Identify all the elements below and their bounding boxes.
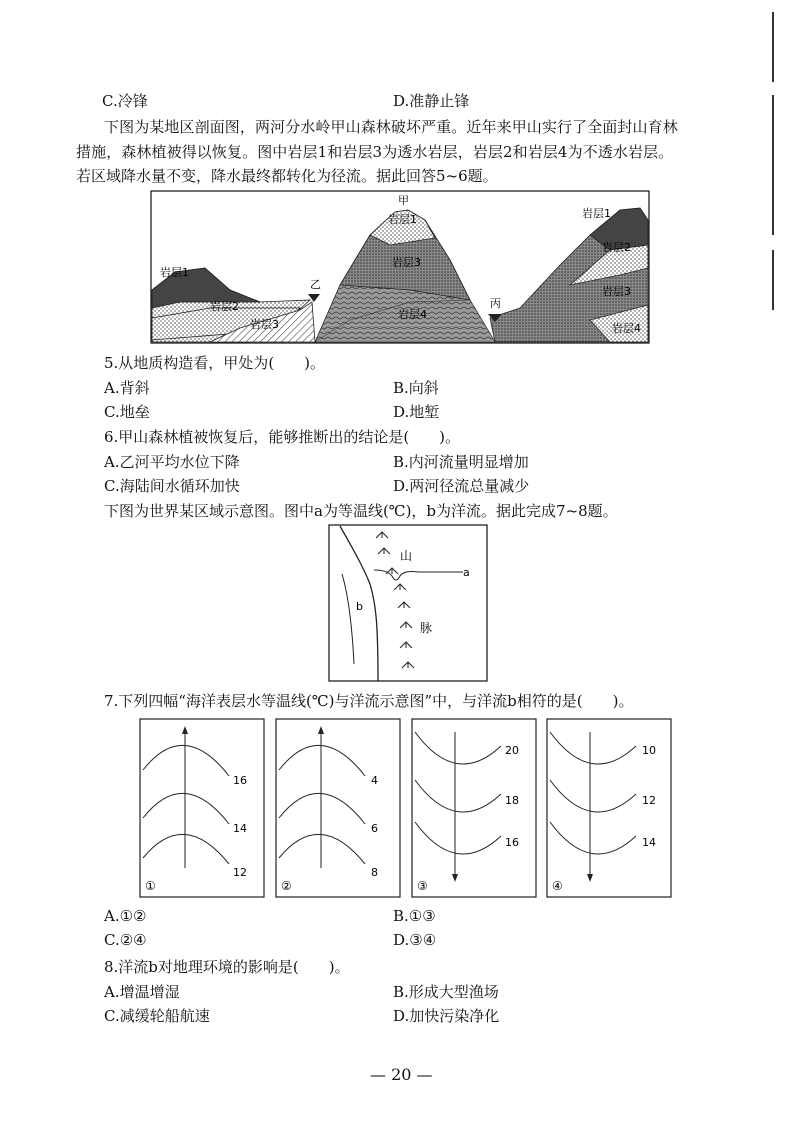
q7-option-d: D.③④ xyxy=(393,931,437,949)
geologic-profile-diagram xyxy=(150,190,650,344)
panel3-label-1: 20 xyxy=(505,744,519,757)
layer4-label-right: 岩层4 xyxy=(612,322,641,335)
panel1-num: ① xyxy=(145,879,156,893)
panel4-label-2: 12 xyxy=(642,794,656,807)
q5-option-b: B.向斜 xyxy=(393,379,439,397)
isotherm-panel-2 xyxy=(275,718,401,898)
layer1-label-left: 岩层1 xyxy=(160,266,189,279)
panel4-label-3: 14 xyxy=(642,836,656,849)
intro2: 下图为世界某区域示意图。图中a为等温线(℃)，b为洋流。据此完成7~8题。 xyxy=(104,502,618,520)
panel4-num: ④ xyxy=(552,879,563,893)
peak-label: 甲 xyxy=(398,194,409,207)
mountain-label-2: 脉 xyxy=(420,621,433,635)
margin-line xyxy=(772,250,774,310)
panel1-label-1: 16 xyxy=(233,774,247,787)
river-bing-label: 丙 xyxy=(490,297,501,310)
q6-option-d: D.两河径流总量减少 xyxy=(393,477,530,495)
q8-stem: 8.洋流b对地理环境的影响是( )。 xyxy=(104,958,350,976)
q5-option-d: D.地堑 xyxy=(393,403,440,421)
layer1-label-mid: 岩层1 xyxy=(388,213,417,226)
panel4-label-1: 10 xyxy=(642,744,656,757)
isotherm-panel-1 xyxy=(139,718,265,898)
isotherm-panel-3 xyxy=(411,718,537,898)
layer4-label-mid: 岩层4 xyxy=(398,308,427,321)
q5-option-c: C.地垒 xyxy=(104,403,150,421)
q7-stem: 7.下列四幅“海洋表层水等温线(℃)与洋流示意图”中，与洋流b相符的是( )。 xyxy=(104,692,634,710)
q6-stem: 6.甲山森林植被恢复后，能够推断出的结论是( )。 xyxy=(104,428,461,446)
q5-stem: 5.从地质构造看，甲处为( )。 xyxy=(104,354,326,372)
panel1-label-3: 12 xyxy=(233,866,247,879)
q8-option-c: C.减缓轮船航速 xyxy=(104,1007,210,1025)
panel2-label-2: 6 xyxy=(371,822,378,835)
intro1-line3: 若区域降水量不变，降水最终都转化为径流。据此回答5~6题。 xyxy=(76,167,498,185)
layer3-label-mid: 岩层3 xyxy=(392,256,421,269)
region-map xyxy=(328,524,488,682)
q7-option-c: C.②④ xyxy=(104,931,147,949)
q6-option-b: B.内河流量明显增加 xyxy=(393,453,529,471)
river-yi-label: 乙 xyxy=(310,278,321,291)
q6-option-a: A.乙河平均水位下降 xyxy=(104,453,240,471)
margin-line xyxy=(772,12,774,82)
mountain-label-1: 山 xyxy=(400,549,413,563)
layer1-label-right: 岩层1 xyxy=(582,207,611,220)
layer2-label-right: 岩层2 xyxy=(602,241,631,254)
isotherm-panel-4 xyxy=(546,718,672,898)
q5-option-a: A.背斜 xyxy=(104,379,150,397)
q6-option-c: C.海陆间水循环加快 xyxy=(104,477,240,495)
intro1-line2: 措施，森林植被得以恢复。图中岩层1和岩层3为透水岩层，岩层2和岩层4为不透水岩层。 xyxy=(76,143,674,161)
panel2-label-1: 4 xyxy=(371,774,378,787)
panel3-label-2: 18 xyxy=(505,794,519,807)
layer2-label-left: 岩层2 xyxy=(210,300,239,313)
layer3-label-left: 岩层3 xyxy=(250,318,279,331)
q8-option-b: B.形成大型渔场 xyxy=(393,983,499,1001)
isotherm-a-label: a xyxy=(463,566,470,579)
option-c-prev: C.冷锋 xyxy=(102,92,148,110)
panel1-label-2: 14 xyxy=(233,822,247,835)
panel3-num: ③ xyxy=(417,879,428,893)
q8-option-a: A.增温增湿 xyxy=(104,983,180,1001)
option-d-prev: D.准静止锋 xyxy=(393,92,470,110)
intro1-line1: 下图为某地区剖面图，两河分水岭甲山森林破坏严重。近年来甲山实行了全面封山育林 xyxy=(104,118,678,136)
margin-line xyxy=(772,95,774,235)
panel2-label-3: 8 xyxy=(371,866,378,879)
panel3-label-3: 16 xyxy=(505,836,519,849)
q7-option-a: A.①② xyxy=(104,907,147,925)
q8-option-d: D.加快污染净化 xyxy=(393,1007,500,1025)
current-b-label: b xyxy=(356,600,363,613)
panel2-num: ② xyxy=(281,879,292,893)
page-number: — 20 — xyxy=(370,1065,433,1084)
layer3-label-right: 岩层3 xyxy=(602,285,631,298)
q7-option-b: B.①③ xyxy=(393,907,436,925)
